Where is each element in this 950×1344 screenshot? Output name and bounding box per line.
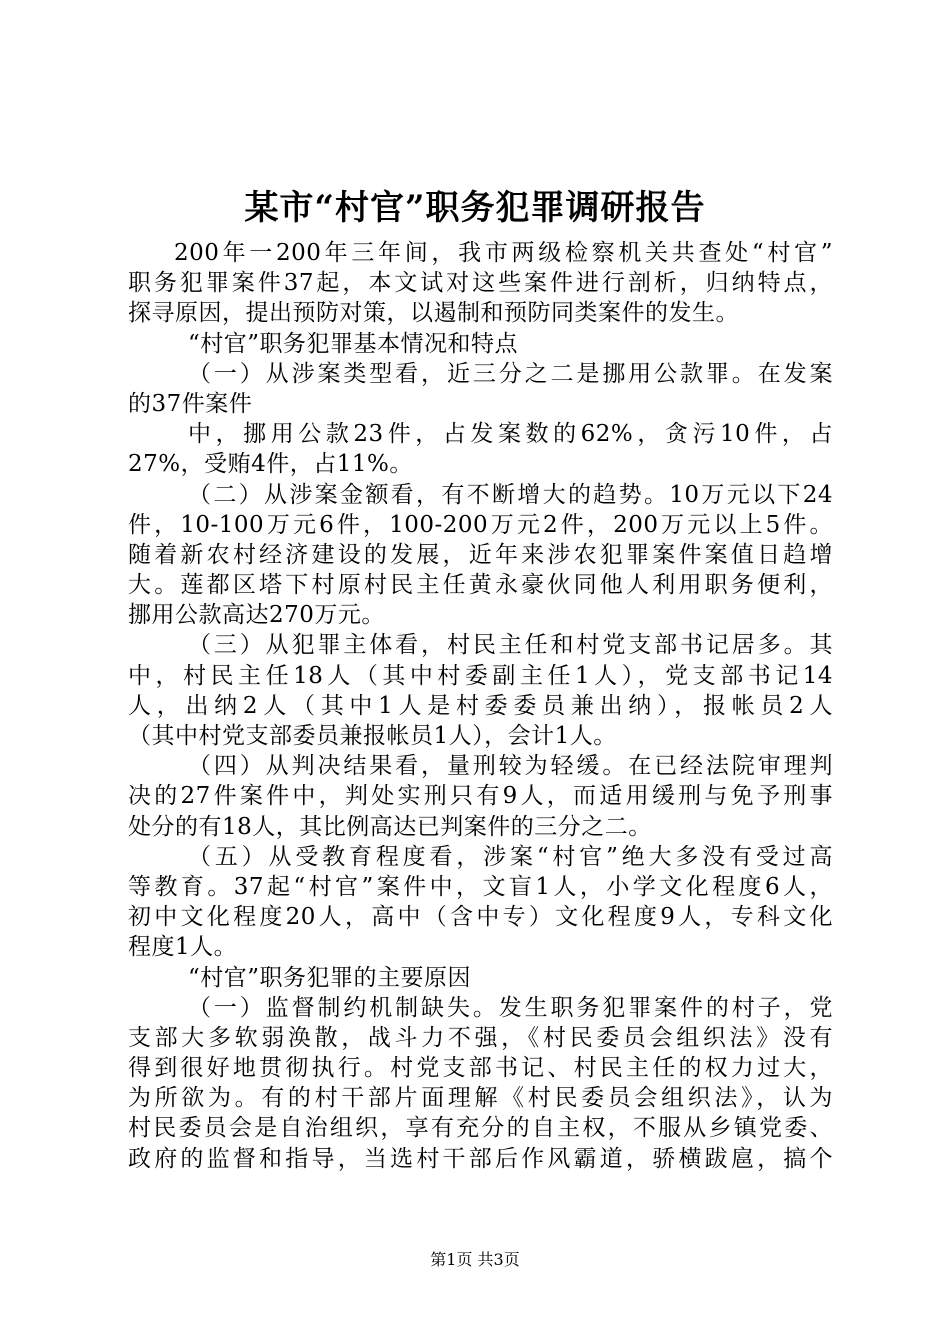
body-line: 程度1人。 bbox=[128, 934, 238, 961]
body-line: （三）从犯罪主体看，村民主任和村党支部书记居多。其 bbox=[188, 632, 833, 659]
body-line: “村官”职务犯罪的主要原因 bbox=[188, 964, 472, 991]
body-line: 探寻原因，提出预防对策，以遏制和预防同类案件的发生。 bbox=[128, 300, 739, 327]
page-footer: 第1页 共3页 bbox=[430, 1250, 520, 1269]
body-line: 等教育。37起“村官”案件中，文盲1人，小学文化程度6人， bbox=[128, 873, 833, 900]
body-line: 中，村民主任18人（其中村委副主任1人），党支部书记14 bbox=[128, 662, 833, 689]
body-line: （二）从涉案金额看，有不断增大的趋势。10万元以下24 bbox=[188, 481, 833, 508]
body-line: （五）从受教育程度看，涉案“村官”绝大多没有受过高 bbox=[188, 843, 833, 870]
body-line: 政府的监督和指导，当选村干部后作风霸道，骄横跋扈，搞个 bbox=[128, 1145, 833, 1172]
body-line: 初中文化程度20人，高中（含中专）文化程度9人，专科文化 bbox=[128, 904, 833, 931]
body-line: 200年一200年三年间，我市两级检察机关共查处“村官” bbox=[174, 240, 833, 266]
body-line: 人，出纳2人（其中1人是村委委员兼出纳），报帐员2人 bbox=[128, 692, 833, 719]
body-line: 中，挪用公款23件，占发案数的62%，贪污10件，占 bbox=[188, 421, 833, 448]
body-line: 27%，受贿4件，占11%。 bbox=[128, 451, 413, 478]
document-title: 某市“村官”职务犯罪调研报告 bbox=[244, 188, 706, 228]
body-line: 职务犯罪案件37起，本文试对这些案件进行剖析，归纳特点， bbox=[128, 270, 833, 297]
body-line: （一）从涉案类型看，近三分之二是挪用公款罪。在发案 bbox=[188, 360, 833, 387]
body-line: （其中村党支部委员兼报帐员1人），会计1人。 bbox=[128, 723, 617, 749]
body-line: 的37件案件 bbox=[128, 390, 253, 417]
body-line: 件，10-100万元6件，100-200万元2件，200万元以上5件。 bbox=[128, 511, 833, 538]
body-line: （一）监督制约机制缺失。发生职务犯罪案件的村子，党 bbox=[188, 994, 833, 1021]
body-line: （四）从判决结果看，量刑较为轻缓。在已经法院审理判 bbox=[188, 753, 833, 780]
body-line: 得到很好地贯彻执行。村党支部书记、村民主任的权力过大， bbox=[128, 1055, 833, 1082]
body-line: 为所欲为。有的村干部片面理解《村民委员会组织法》，认为 bbox=[128, 1085, 833, 1112]
body-line: 村民委员会是自治组织，享有充分的自主权，不服从乡镇党委、 bbox=[128, 1115, 833, 1142]
document-body bbox=[128, 238, 833, 1174]
body-line: “村官”职务犯罪基本情况和特点 bbox=[188, 330, 519, 357]
body-line: 处分的有18人，其比例高达已判案件的三分之二。 bbox=[128, 813, 652, 840]
body-line: 随着新农村经济建设的发展，近年来涉农犯罪案件案值日趋增 bbox=[128, 541, 833, 568]
body-line: 大。莲都区塔下村原村民主任黄永豪伙同他人利用职务便利， bbox=[128, 572, 833, 599]
body-line: 挪用公款高达270万元。 bbox=[128, 602, 385, 629]
body-line: 决的27件案件中，判处实刑只有9人，而适用缓刑与免予刑事 bbox=[128, 783, 833, 810]
body-line: 支部大多软弱涣散，战斗力不强，《村民委员会组织法》没有 bbox=[128, 1024, 833, 1051]
